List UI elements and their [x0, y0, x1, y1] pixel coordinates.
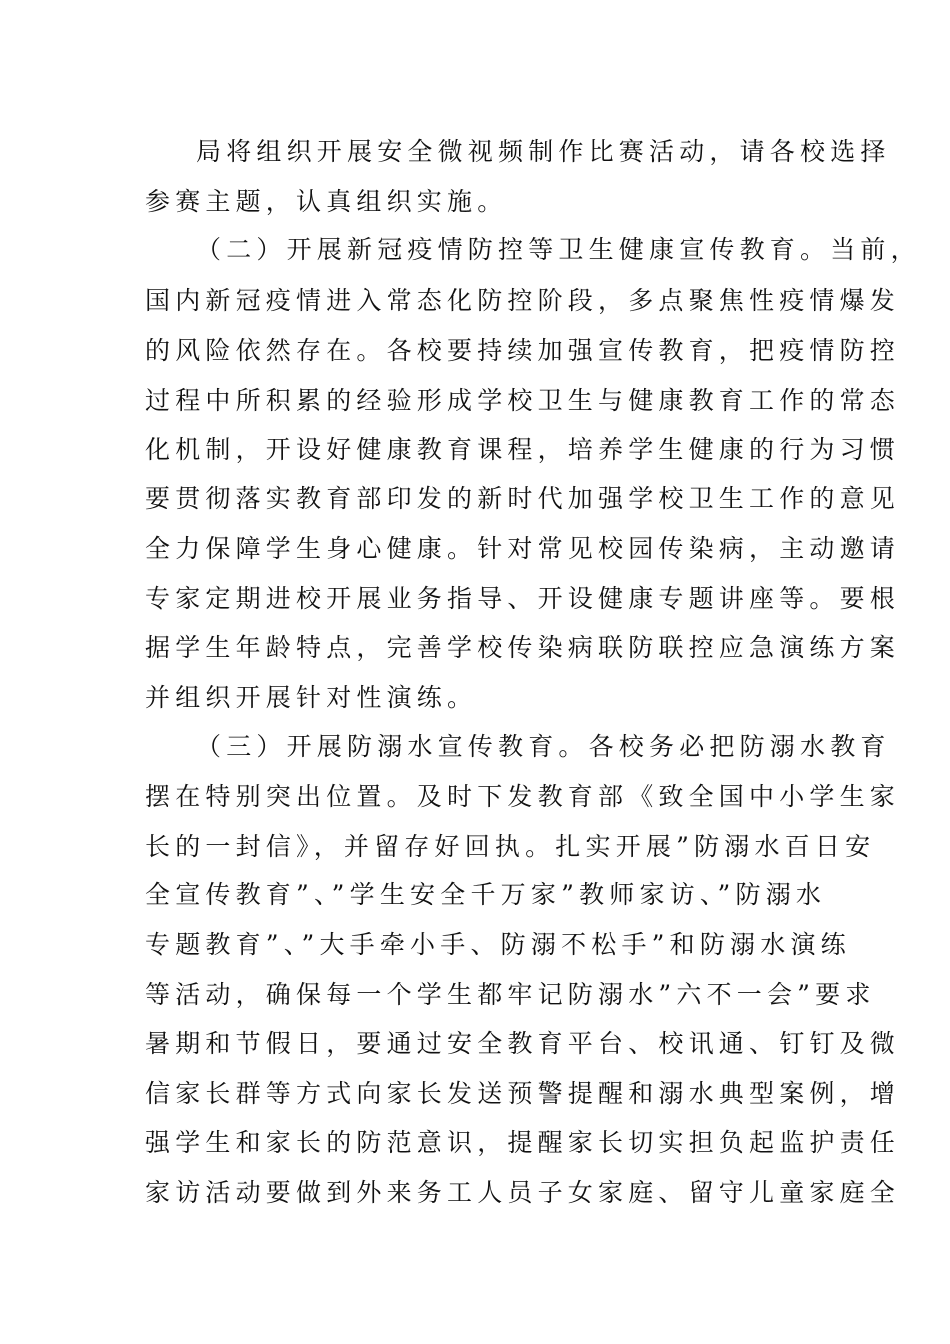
text-line: 长的一封信》，并留存好回执。扎实开展”防溺水百日安: [145, 832, 876, 861]
text-line: 要贯彻落实教育部印发的新时代加强学校卫生工作的意见: [145, 484, 901, 513]
text-line: 的风险依然存在。各校要持续加强宣传教育，把疫情防控: [145, 336, 901, 365]
section-heading-line: （三）开展防溺水宣传教育。各校务必把防溺水教育: [196, 732, 891, 761]
section-heading-line: （二）开展新冠疫情防控等卫生健康宣传教育。当前，: [196, 235, 921, 264]
text-line: 过程中所积累的经验形成学校卫生与健康教育工作的常态: [145, 386, 901, 415]
text-line: 暑期和节假日，要通过安全教育平台、校讯通、钉钉及微: [145, 1029, 901, 1058]
text-line: 家访活动要做到外来务工人员子女家庭、留守儿童家庭全: [145, 1178, 901, 1207]
text-line: 强学生和家长的防范意识，提醒家长切实担负起监护责任: [145, 1128, 901, 1157]
text-line: 信家长群等方式向家长发送预警提醒和溺水典型案例，增: [145, 1079, 901, 1108]
text-line: 参赛主题，认真组织实施。: [145, 187, 508, 216]
text-line: 专家定期进校开展业务指导、开设健康专题讲座等。要根: [145, 584, 901, 613]
text-line: 全力保障学生身心健康。针对常见校园传染病，主动邀请: [145, 534, 901, 563]
text-line: 专题教育”、”大手牵小手、防溺不松手”和防溺水演练: [145, 930, 851, 959]
text-line: 并组织开展针对性演练。: [145, 683, 478, 712]
text-line: 国内新冠疫情进入常态化防控阶段，多点聚焦性疫情爆发: [145, 286, 901, 315]
text-line: 摆在特别突出位置。及时下发教育部《致全国中小学生家: [145, 782, 901, 811]
text-line: 据学生年龄特点，完善学校传染病联防联控应急演练方案: [145, 633, 901, 662]
text-line: 局将组织开展安全微视频制作比赛活动，请各校选择: [196, 137, 891, 166]
text-line: 全宣传教育”、”学生安全千万家”教师家访、”防溺水: [145, 880, 827, 909]
text-line: 化机制，开设好健康教育课程，培养学生健康的行为习惯: [145, 435, 901, 464]
text-line: 等活动，确保每一个学生都牢记防溺水”六不一会”要求: [145, 980, 876, 1009]
